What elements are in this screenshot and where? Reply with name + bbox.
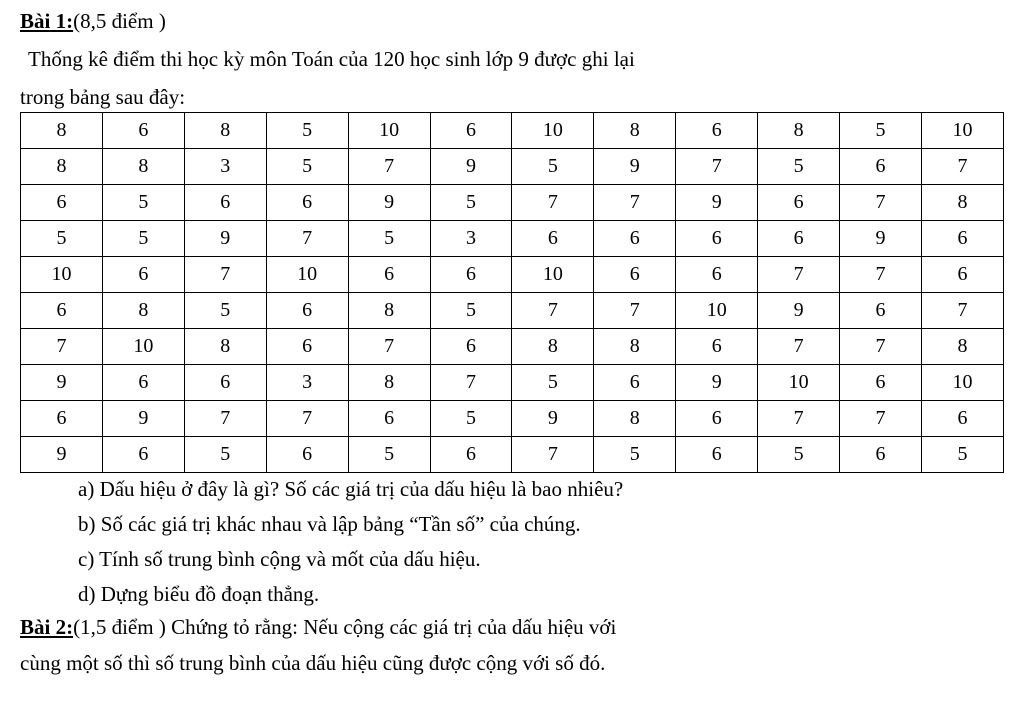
table-cell: 6 bbox=[430, 257, 512, 293]
table-cell: 7 bbox=[758, 257, 840, 293]
table-cell: 9 bbox=[184, 221, 266, 257]
table-cell: 7 bbox=[184, 401, 266, 437]
table-cell: 6 bbox=[921, 257, 1003, 293]
table-cell: 7 bbox=[430, 365, 512, 401]
table-cell: 5 bbox=[184, 437, 266, 473]
table-cell: 3 bbox=[266, 365, 348, 401]
table-row bbox=[21, 437, 1004, 473]
question-a: a) Dấu hiệu ở đây là gì? Số các giá trị của dấu hiệu là bao nhiêu? bbox=[78, 477, 624, 501]
table-cell: 9 bbox=[21, 437, 103, 473]
table-cell: 10 bbox=[512, 257, 594, 293]
table-cell: 6 bbox=[676, 329, 758, 365]
table-cell: 7 bbox=[840, 329, 922, 365]
table-cell: 6 bbox=[921, 401, 1003, 437]
table-cell: 5 bbox=[512, 149, 594, 185]
table-cell: 3 bbox=[430, 221, 512, 257]
table-cell: 7 bbox=[21, 329, 103, 365]
table-cell: 5 bbox=[266, 149, 348, 185]
table-cell: 7 bbox=[512, 293, 594, 329]
table-cell: 9 bbox=[758, 293, 840, 329]
table-cell: 8 bbox=[512, 329, 594, 365]
table-cell: 6 bbox=[430, 113, 512, 149]
table-cell: 10 bbox=[676, 293, 758, 329]
table-cell: 6 bbox=[430, 329, 512, 365]
table-cell: 9 bbox=[676, 185, 758, 221]
table-cell: 7 bbox=[840, 401, 922, 437]
table-cell: 6 bbox=[758, 221, 840, 257]
table-cell: 5 bbox=[430, 401, 512, 437]
table-cell: 9 bbox=[430, 149, 512, 185]
table-cell: 8 bbox=[594, 329, 676, 365]
table-cell: 9 bbox=[512, 401, 594, 437]
table-cell: 6 bbox=[840, 149, 922, 185]
table-row bbox=[21, 293, 1004, 329]
table-cell: 7 bbox=[840, 257, 922, 293]
table-cell: 8 bbox=[184, 113, 266, 149]
table-cell: 7 bbox=[512, 437, 594, 473]
table-cell: 6 bbox=[840, 293, 922, 329]
score-table bbox=[20, 112, 1004, 473]
table-row bbox=[21, 113, 1004, 149]
question-d: d) Dựng biểu đồ đoạn thẳng. bbox=[78, 582, 320, 606]
table-cell: 6 bbox=[21, 401, 103, 437]
table-cell: 6 bbox=[594, 257, 676, 293]
table-row bbox=[21, 365, 1004, 401]
table-cell: 7 bbox=[594, 185, 676, 221]
table-cell: 8 bbox=[921, 329, 1003, 365]
table-cell: 6 bbox=[184, 365, 266, 401]
table-cell: 6 bbox=[430, 437, 512, 473]
table-cell: 5 bbox=[758, 149, 840, 185]
table-cell: 7 bbox=[512, 185, 594, 221]
table-cell: 6 bbox=[348, 401, 430, 437]
table-cell: 6 bbox=[102, 365, 184, 401]
table-cell: 6 bbox=[512, 221, 594, 257]
table-cell: 7 bbox=[184, 257, 266, 293]
table-cell: 5 bbox=[594, 437, 676, 473]
table-cell: 6 bbox=[840, 365, 922, 401]
table-cell: 8 bbox=[21, 113, 103, 149]
table-cell: 9 bbox=[348, 185, 430, 221]
table-cell: 6 bbox=[676, 257, 758, 293]
table-cell: 6 bbox=[676, 401, 758, 437]
bai2-line1 bbox=[20, 614, 616, 640]
table-cell: 5 bbox=[512, 365, 594, 401]
score-table-body bbox=[21, 113, 1004, 473]
table-cell: 10 bbox=[102, 329, 184, 365]
table-row bbox=[21, 257, 1004, 293]
table-cell: 8 bbox=[594, 113, 676, 149]
table-cell: 9 bbox=[21, 365, 103, 401]
table-cell: 6 bbox=[102, 437, 184, 473]
table-cell: 6 bbox=[594, 221, 676, 257]
table-cell: 8 bbox=[758, 113, 840, 149]
table-cell: 7 bbox=[676, 149, 758, 185]
table-cell: 5 bbox=[840, 113, 922, 149]
table-cell: 10 bbox=[266, 257, 348, 293]
table-cell: 6 bbox=[676, 437, 758, 473]
table-cell: 8 bbox=[348, 293, 430, 329]
bai1-points: (8,5 điểm ) bbox=[73, 9, 166, 33]
table-cell: 5 bbox=[21, 221, 103, 257]
table-row bbox=[21, 149, 1004, 185]
bai2-title: Bài 2: bbox=[20, 615, 74, 639]
table-row bbox=[21, 185, 1004, 221]
table-cell: 6 bbox=[184, 185, 266, 221]
table-cell: 7 bbox=[758, 401, 840, 437]
table-cell: 6 bbox=[21, 185, 103, 221]
table-cell: 6 bbox=[266, 293, 348, 329]
table-cell: 5 bbox=[921, 437, 1003, 473]
table-cell: 5 bbox=[102, 221, 184, 257]
table-cell: 5 bbox=[758, 437, 840, 473]
table-cell: 7 bbox=[758, 329, 840, 365]
table-cell: 5 bbox=[430, 293, 512, 329]
bai2-text-line1: (1,5 điểm ) Chứng tỏ rằng: Nếu cộng các giá trị của dấu hiệu với bbox=[73, 615, 617, 639]
table-cell: 6 bbox=[102, 113, 184, 149]
table-cell: 6 bbox=[921, 221, 1003, 257]
table-cell: 5 bbox=[348, 437, 430, 473]
table-cell: 7 bbox=[594, 293, 676, 329]
table-cell: 8 bbox=[348, 365, 430, 401]
table-cell: 6 bbox=[676, 221, 758, 257]
table-cell: 8 bbox=[921, 185, 1003, 221]
table-cell: 5 bbox=[266, 113, 348, 149]
table-cell: 10 bbox=[921, 365, 1003, 401]
table-cell: 6 bbox=[594, 365, 676, 401]
table-cell: 6 bbox=[840, 437, 922, 473]
table-cell: 8 bbox=[102, 293, 184, 329]
table-cell: 7 bbox=[266, 401, 348, 437]
table-cell: 10 bbox=[758, 365, 840, 401]
question-b: b) Số các giá trị khác nhau và lập bảng “Tần số” của chúng. bbox=[78, 512, 581, 536]
table-cell: 6 bbox=[266, 185, 348, 221]
table-cell: 8 bbox=[184, 329, 266, 365]
table-cell: 9 bbox=[840, 221, 922, 257]
table-cell: 10 bbox=[21, 257, 103, 293]
question-c: c) Tính số trung bình cộng và mốt của dấu hiệu. bbox=[78, 547, 481, 571]
table-cell: 9 bbox=[102, 401, 184, 437]
bai1-intro-line2: trong bảng sau đây: bbox=[20, 85, 186, 109]
table-row bbox=[21, 401, 1004, 437]
bai1-title: Bài 1: bbox=[20, 9, 74, 33]
table-row bbox=[21, 221, 1004, 257]
table-cell: 6 bbox=[348, 257, 430, 293]
table-cell: 8 bbox=[21, 149, 103, 185]
table-cell: 6 bbox=[21, 293, 103, 329]
table-cell: 8 bbox=[594, 401, 676, 437]
table-cell: 6 bbox=[102, 257, 184, 293]
bai1-intro-line1: Thống kê điểm thi học kỳ môn Toán của 120 học sinh lớp 9 được ghi lại bbox=[28, 47, 635, 71]
table-cell: 5 bbox=[102, 185, 184, 221]
table-cell: 7 bbox=[921, 149, 1003, 185]
bai2-text-line2: cùng một số thì số trung bình của dấu hiệu cũng được cộng với số đó. bbox=[20, 651, 606, 675]
table-cell: 6 bbox=[266, 329, 348, 365]
table-cell: 7 bbox=[348, 329, 430, 365]
table-cell: 3 bbox=[184, 149, 266, 185]
table-cell: 7 bbox=[840, 185, 922, 221]
table-cell: 6 bbox=[266, 437, 348, 473]
table-cell: 8 bbox=[102, 149, 184, 185]
table-cell: 7 bbox=[921, 293, 1003, 329]
table-cell: 5 bbox=[348, 221, 430, 257]
table-cell: 6 bbox=[758, 185, 840, 221]
table-cell: 9 bbox=[594, 149, 676, 185]
table-cell: 10 bbox=[348, 113, 430, 149]
table-cell: 10 bbox=[921, 113, 1003, 149]
table-cell: 5 bbox=[184, 293, 266, 329]
table-cell: 7 bbox=[266, 221, 348, 257]
table-cell: 6 bbox=[676, 113, 758, 149]
table-cell: 9 bbox=[676, 365, 758, 401]
bai1-heading bbox=[20, 8, 166, 34]
table-cell: 10 bbox=[512, 113, 594, 149]
table-cell: 5 bbox=[430, 185, 512, 221]
table-cell: 7 bbox=[348, 149, 430, 185]
table-row bbox=[21, 329, 1004, 365]
